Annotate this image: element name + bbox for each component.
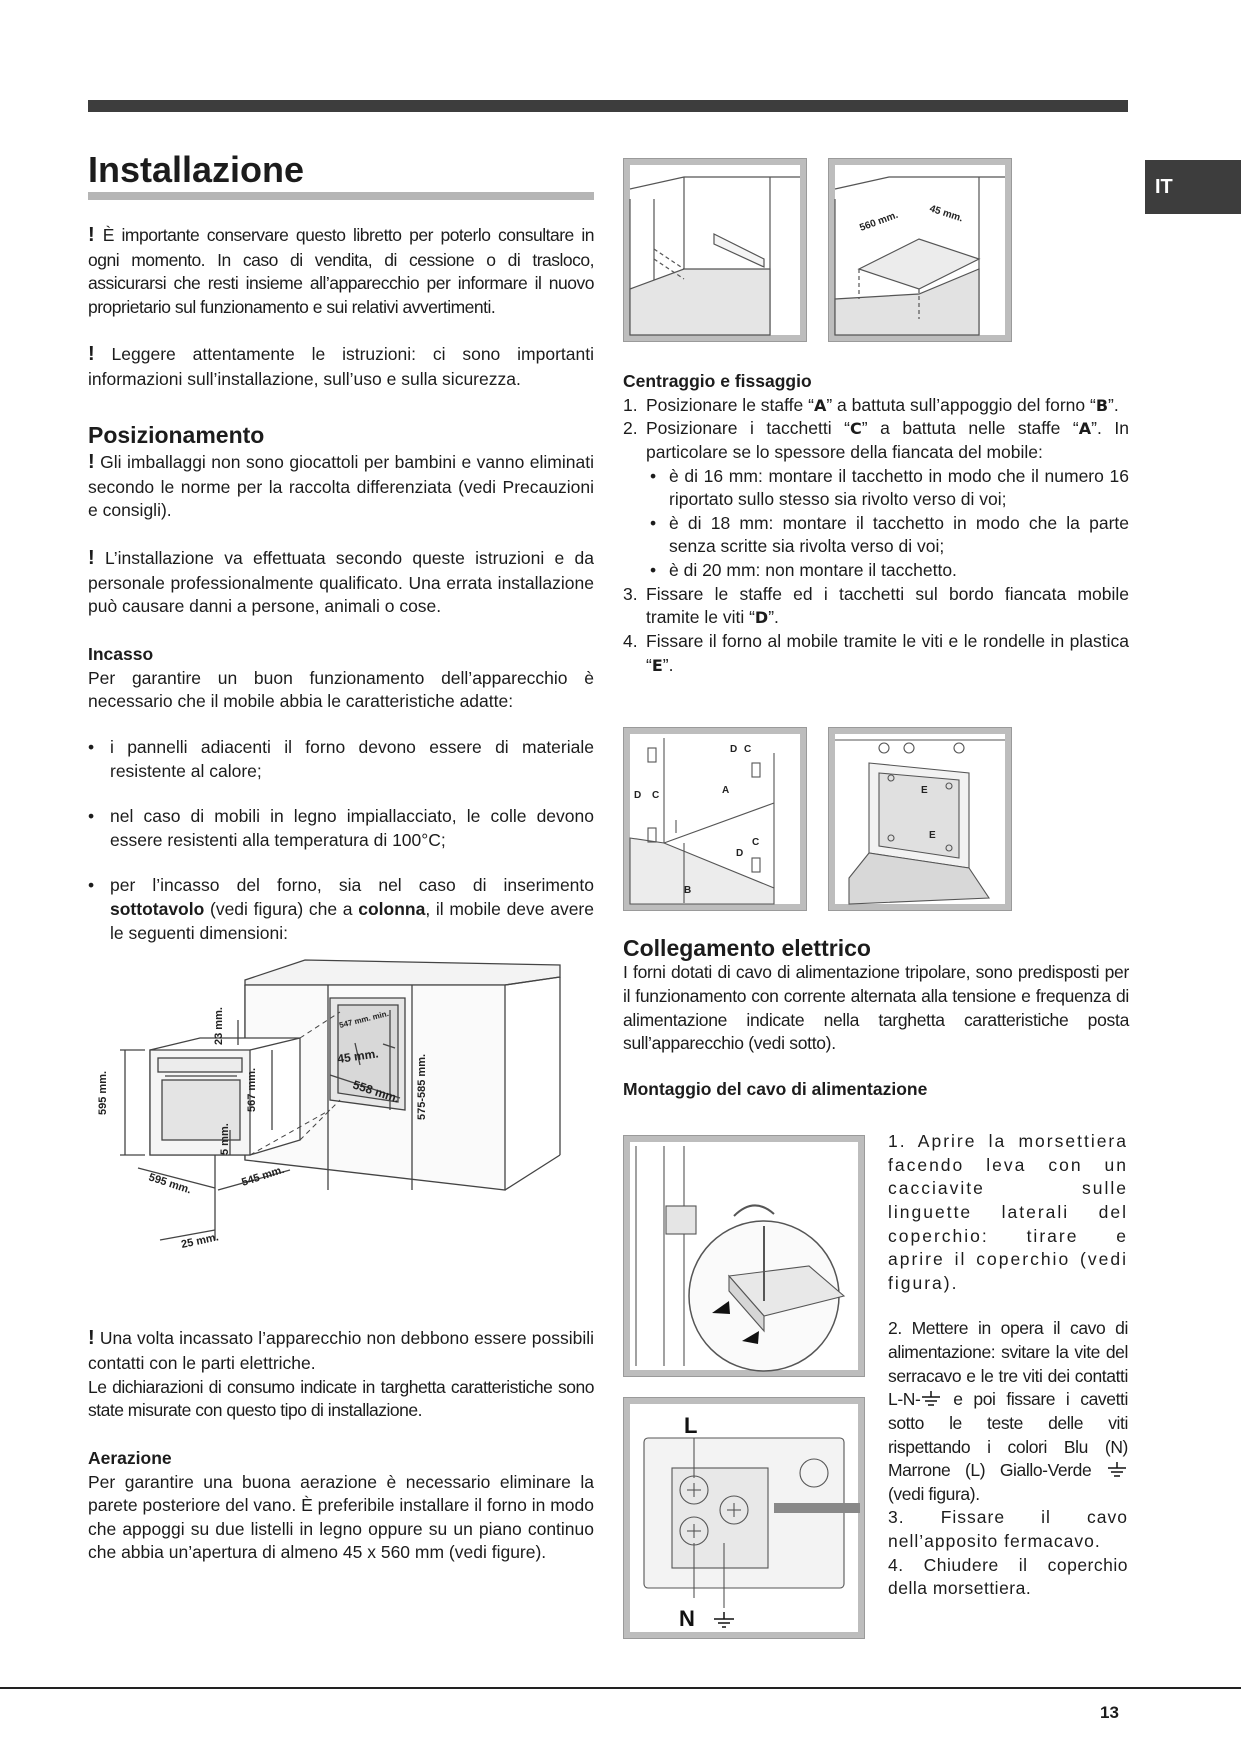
cable-step-4: 4. Chiudere il coperchio della morsettiera.	[888, 1554, 1128, 1599]
positioning-paragraph-1: ! Gli imballaggi non sono giocattoli per bambini e vanno eliminati secondo le norme per la raccolta differenziata (vedi Precauzioni e consigli).	[88, 450, 594, 521]
incasso-paragraph: Per garantire un buon funzionamento dell’apparecchio è necessario che il mobile abbia le caratteristiche adatte:	[88, 667, 594, 712]
positioning-paragraph-2: ! L’installazione va effettuata secondo queste istruzioni e da personale professionalmente qualificato. Una errata installazione può causare danni a persone, animali o cose.	[88, 546, 594, 617]
page-title: Installazione	[88, 150, 594, 200]
list-item: • per l’incasso del forno, sia nel caso di inserimento sottotavolo (vedi figura) che a colonna, il mobile deve avere le seguenti dimensioni:	[88, 874, 594, 945]
section-heading-centering: Centraggio e fissaggio	[623, 371, 812, 391]
part-label: B	[684, 885, 692, 896]
after-figure-paragraph-2: Le dichiarazioni di consumo indicate in targhetta caratteristiche sono state misurate con questo tipo di installazione.	[88, 1376, 594, 1421]
after-figure-paragraph-1: ! Una volta incassato l’apparecchio non debbono essere possibili contatti con le parti elettriche.	[88, 1327, 594, 1373]
section-heading-incasso: Incasso	[88, 644, 154, 665]
dimension-label: 547 mm. min.	[338, 1008, 390, 1030]
part-label: D	[736, 848, 744, 859]
part-label: C	[744, 744, 752, 755]
dimension-label: 45 mm.	[336, 1046, 380, 1066]
electrical-section	[623, 935, 1129, 1102]
intro-paragraph-2: ! Leggere attentamente le istruzioni: ci sono importanti informazioni sull’installazione, sull’uso e sulla sicurezza.	[88, 343, 594, 390]
ground-icon	[1106, 1461, 1128, 1477]
ventilation-figure-right	[828, 158, 1012, 342]
dimension-label: 595 mm.	[97, 1070, 109, 1115]
incasso-list	[88, 736, 594, 945]
dimension-label: 23 mm.	[213, 1007, 225, 1045]
part-label: E	[921, 785, 928, 796]
terminal-label-line: L	[684, 1413, 698, 1438]
list-item: • i pannelli adiacenti il forno devono essere di materiale resistente al calore;	[88, 736, 594, 783]
list-item: • nel caso di mobili in legno impiallacciato, le colle devono essere resistenti alla temperatura di 100°C;	[88, 805, 594, 852]
cable-step-3: 3. Fissare il cavo nell’apposito fermacavo.	[888, 1507, 1128, 1551]
footer-rule	[0, 1687, 1241, 1689]
list-item: • è di 20 mm: non montare il tacchetto.	[646, 559, 1129, 583]
dimension-label: 575-585 mm.	[416, 1053, 428, 1120]
dimension-label: 5 mm.	[219, 1123, 231, 1155]
header-rule	[88, 100, 1128, 112]
fixing-figure-oven	[828, 727, 1012, 911]
terminal-label-neutral: N	[679, 1606, 695, 1631]
cable-instructions	[888, 1130, 1128, 1601]
terminal-wiring-figure	[623, 1397, 865, 1639]
cable-step-1: 1. Aprire la morsettiera facendo leva con un cacciavite sulle linguette laterali del coperchio: tirare e aprire il coperchio (vedi figura).	[888, 1131, 1128, 1293]
dimension-label: 45 mm.	[928, 203, 965, 225]
warning-mark: !	[88, 223, 95, 246]
electrical-paragraph: I forni dotati di cavo di alimentazione tripolare, sono predisposti per il funzionamento con corrente alternata alla tensione e frequenza di alimentazione indicate nella targhetta caratteristiche posta sull’apparecchio (vedi sotto).	[623, 962, 1129, 1054]
section-heading-electrical: Collegamento elettrico	[623, 935, 871, 961]
left-column-lower	[88, 1325, 594, 1565]
list-item: 1. Posizionare le staffe “A” a battuta sull’appoggio del forno “B”.	[623, 394, 1119, 415]
dimension-label: 560 mm.	[858, 209, 900, 234]
left-column	[88, 150, 594, 945]
warning-mark: !	[88, 343, 95, 366]
list-item: 2. Posizionare i tacchetti “C” a battuta nelle staffe “A”. In particolare se lo spessore della fiancata del mobile: • è di 16 mm: montare il tacchetto in modo che il numero 16 riportato sullo stesso sia rivolto verso di voi; • è di 18 mm: montare il tacchetto in modo che la parte senza scritte sia rivolta verso di voi; • è di 20 mm: non montare il tacchetto.	[623, 417, 1129, 582]
language-tab: IT	[1145, 160, 1241, 214]
thickness-list	[646, 465, 1129, 583]
cable-step-2: 2. Mettere in opera il cavo di alimentazione: svitare la vite del serracavo e le tre viti dei contatti L-N- e poi fissare i cavetti sotto le teste delle viti rispettando i colori Blu (N) Marrone (L) Giallo-Verde (vedi figura).	[888, 1318, 1128, 1504]
part-label: E	[929, 830, 936, 841]
dimension-label: 25 mm.	[180, 1231, 220, 1251]
part-label: A	[722, 785, 730, 796]
ground-icon	[920, 1390, 942, 1406]
section-heading-aerazione: Aerazione	[88, 1447, 172, 1468]
section-heading-cable: Montaggio del cavo di alimentazione	[623, 1078, 928, 1099]
fixing-figure-brackets	[623, 727, 807, 911]
part-label: C	[652, 790, 660, 801]
right-column	[623, 370, 1129, 677]
dimension-label: 545 mm.	[240, 1163, 286, 1189]
ventilation-figure-left	[623, 158, 807, 342]
list-item: 4. Fissare il forno al mobile tramite le viti e le rondelle in plastica “E”.	[623, 630, 1129, 675]
page-number: 13	[1100, 1703, 1119, 1722]
centering-steps	[623, 394, 1129, 678]
dimension-label: 567 mm.	[246, 1067, 258, 1112]
intro-paragraph-1: ! È importante conservare questo libretto per poterlo consultare in ogni momento. In caso di vendita, di cessione o di trasloco, assicurarsi che resti insieme all’apparecchio per informare il nuovo proprietario sul funzionamento e sui relativi avvertimenti.	[88, 223, 594, 317]
dimension-label: 558 mm.	[351, 1077, 402, 1106]
list-item: • è di 16 mm: montare il tacchetto in modo che il numero 16 riportato sullo stesso sia rivolto verso di voi;	[646, 465, 1129, 512]
section-heading-positioning: Posizionamento	[88, 422, 265, 449]
list-item: 3. Fissare le staffe ed i tacchetti sul bordo fiancata mobile tramite le viti “D”.	[623, 583, 1129, 628]
list-item: • è di 18 mm: montare il tacchetto in modo che la parte senza scritte sia rivolta verso di voi;	[646, 512, 1129, 559]
installation-dimensions-figure	[97, 950, 570, 1295]
dimension-label: 595 mm.	[147, 1171, 193, 1197]
part-label: C	[752, 837, 760, 848]
part-label: D	[634, 790, 642, 801]
aerazione-paragraph: Per garantire una buona aerazione è necessario eliminare la parete posteriore del vano. È preferibile installare il forno in modo che appoggi su due listelli in legno oppure su un piano continuo che abbia un’apertura di almeno 45 x 560 mm (vedi figure).	[88, 1471, 594, 1563]
terminal-box-figure	[623, 1135, 865, 1377]
part-label: D	[730, 744, 738, 755]
